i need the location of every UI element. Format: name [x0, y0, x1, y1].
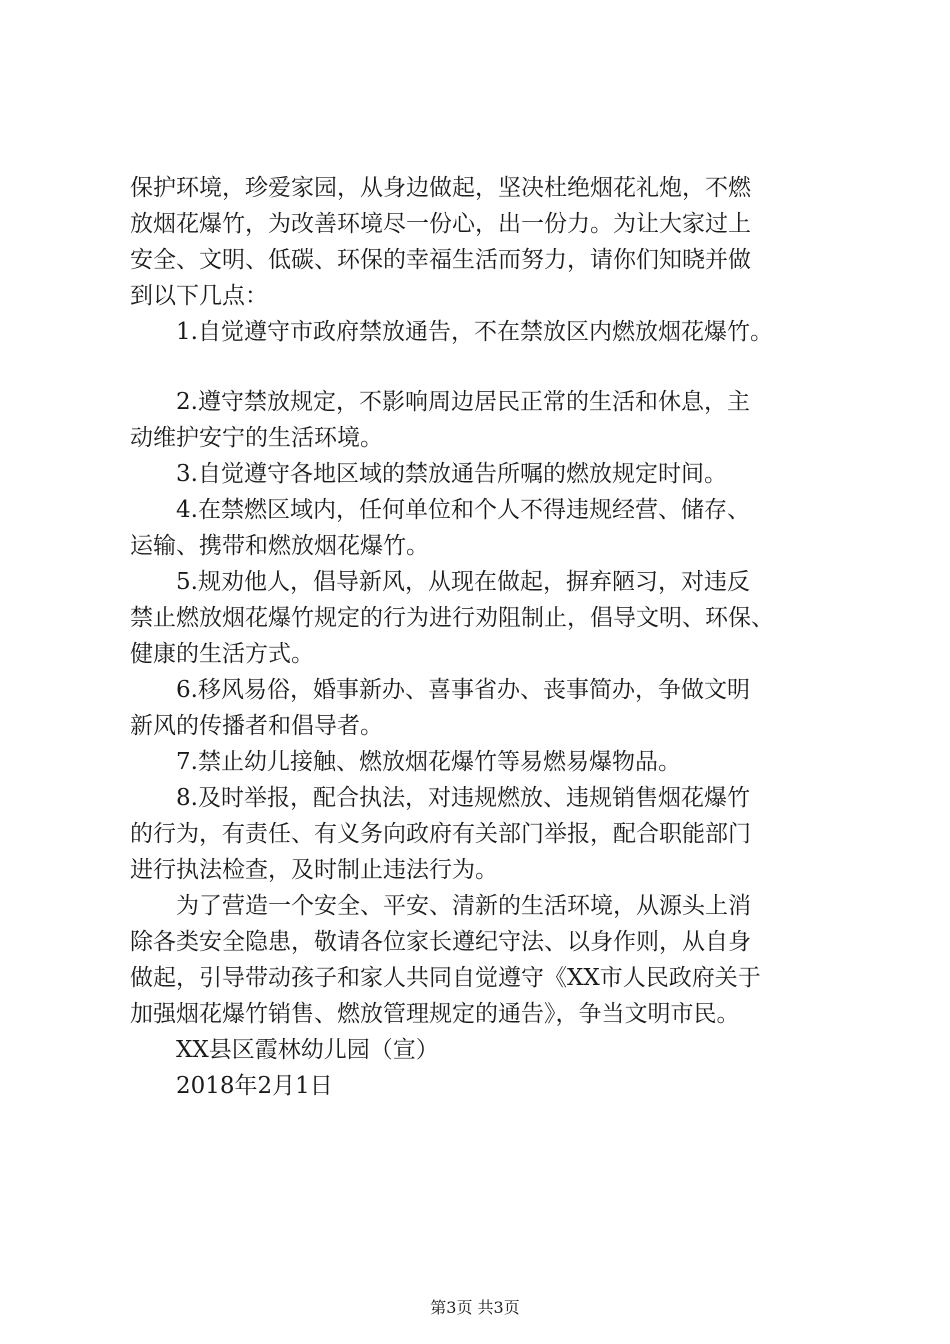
- text-line: 的行为，有责任、有义务向政府有关部门举报，配合职能部门: [130, 821, 751, 847]
- text-line: 放烟花爆竹，为改善环境尽一份心，出一份力。为让大家过上: [130, 211, 751, 237]
- text-line: 到以下几点：: [130, 283, 268, 309]
- text-line: 动维护安宁的生活环境。: [130, 425, 383, 451]
- list-item-5: 5.规劝他人，倡导新风，从现在做起，摒弃陋习，对违反: [130, 569, 750, 595]
- list-item-2: 2.遵守禁放规定，不影响周边居民正常的生活和休息，主: [130, 389, 750, 415]
- text-line: 进行执法检查，及时制止违法行为。: [130, 857, 498, 883]
- text-line: 禁止燃放烟花爆竹规定的行为进行劝阻制止，倡导文明、环保、: [130, 605, 774, 631]
- text-line: 做起，引导带动孩子和家人共同自觉遵守《XX市人民政府关于: [130, 965, 761, 991]
- text-line: 新风的传播者和倡导者。: [130, 713, 383, 739]
- list-item-4: 4.在禁燃区域内，任何单位和个人不得违规经营、储存、: [130, 497, 750, 523]
- text-line: 除各类安全隐患，敬请各位家长遵纪守法、以身作则，从自身: [130, 929, 751, 955]
- list-item-3: 3.自觉遵守各地区域的禁放通告所嘱的燃放规定时间。: [130, 461, 727, 487]
- list-item-1: 1.自觉遵守市政府禁放通告，不在禁放区内燃放烟花爆竹。: [130, 319, 773, 345]
- list-item-6: 6.移风易俗，婚事新办、喜事省办、丧事简办，争做文明: [130, 677, 750, 703]
- text-line: 保护环境，珍爱家园，从身边做起，坚决杜绝烟花礼炮，不燃: [130, 175, 751, 201]
- list-item-8: 8.及时举报，配合执法，对违规燃放、违规销售烟花爆竹: [130, 785, 750, 811]
- paragraph-gap: [130, 350, 830, 384]
- document-body: [130, 170, 830, 1104]
- closing-paragraph: 为了营造一个安全、平安、清新的生活环境，从源头上消: [130, 893, 751, 919]
- text-line: 运输、携带和燃放烟花爆竹。: [130, 533, 429, 559]
- list-item-7: 7.禁止幼儿接触、燃放烟花爆竹等易燃易爆物品。: [130, 749, 681, 775]
- page-number-footer: 第3页 共3页: [430, 1298, 520, 1317]
- signature-organization: XX县区霞林幼儿园（宣）: [130, 1037, 439, 1063]
- text-line: 健康的生活方式。: [130, 641, 314, 667]
- signature-date: 2018年2月1日: [130, 1073, 333, 1099]
- text-line: 加强烟花爆竹销售、燃放管理规定的通告》，争当文明市民。: [130, 1001, 740, 1027]
- text-line: 安全、文明、低碳、环保的幸福生活而努力，请你们知晓并做: [130, 247, 751, 273]
